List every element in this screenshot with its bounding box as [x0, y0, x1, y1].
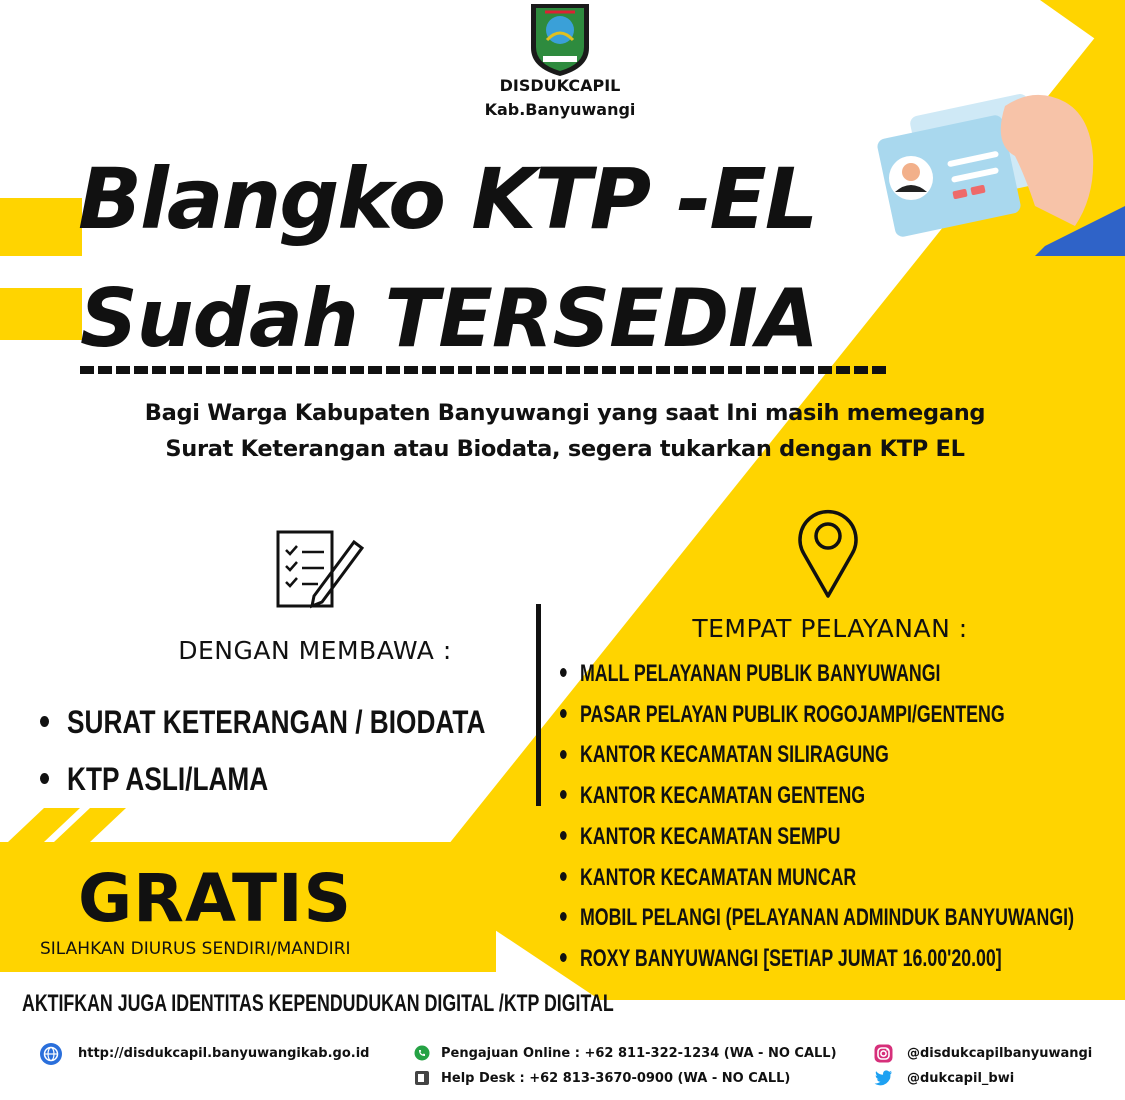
instagram-handle[interactable]: @disdukcapilbanyuwangi: [907, 1046, 1093, 1061]
twitter-handle[interactable]: @dukcapil_bwi: [907, 1071, 1015, 1086]
list-item: MALL PELAYANAN PUBLIK BANYUWANGI: [560, 654, 1074, 695]
helpdesk-contact: Help Desk : +62 813-3670-0900 (WA - NO CALL): [441, 1071, 791, 1086]
twitter-icon: [874, 1070, 893, 1086]
requirements-title: DENGAN MEMBAWA :: [178, 636, 452, 665]
bullet-dot: [560, 668, 567, 677]
headline-line-1: Blangko KTP -EL: [78, 150, 817, 248]
location-pin-icon: [796, 504, 860, 600]
bullet-dot: [560, 872, 567, 881]
intro-line-2: Surat Keterangan atau Biodata, segera tukarkan dengan KTP EL: [165, 436, 965, 462]
list-item: MOBIL PELANGI (PELAYANAN ADMINDUK BANYUWANGI): [560, 898, 1074, 939]
headline-underline: [80, 366, 888, 374]
whatsapp-icon: [414, 1045, 430, 1061]
instagram-icon: [874, 1044, 893, 1063]
headline-line-2: Sudah TERSEDIA: [80, 272, 818, 365]
list-item: KANTOR KECAMATAN SEMPU: [560, 817, 1074, 858]
list-item: KTP ASLI/LAMA: [40, 751, 485, 808]
list-item: KANTOR KECAMATAN SILIRAGUNG: [560, 735, 1074, 776]
locations-list: [560, 654, 1125, 980]
org-name: DISDUKCAPIL: [499, 76, 621, 95]
yellow-top-right-corner: [1040, 0, 1125, 60]
list-item: ROXY BANYUWANGI [SETIAP JUMAT 16.00'20.00]: [560, 939, 1074, 980]
helpdesk-icon: [414, 1070, 430, 1086]
yellow-left-bar-top: [0, 198, 82, 256]
org-subtitle: Kab.Banyuwangi: [484, 100, 636, 119]
vertical-divider: [536, 604, 541, 806]
whatsapp-contact: Pengajuan Online : +62 811-322-1234 (WA - NO CALL): [441, 1046, 837, 1061]
yellow-left-bar-bottom: [0, 288, 82, 340]
bullet-dot: [560, 831, 567, 840]
bullet-dot: [40, 773, 49, 784]
locations-title: TEMPAT PELAYANAN :: [692, 614, 968, 643]
id-card-hand-illustration: [865, 86, 1125, 256]
bullet-dot: [560, 750, 567, 759]
gratis-title: GRATIS: [78, 860, 353, 937]
website-link[interactable]: http://disdukcapil.banyuwangikab.go.id: [78, 1046, 370, 1061]
bullet-dot: [40, 716, 49, 727]
bullet-dot: [560, 709, 567, 718]
bullet-dot: [560, 912, 567, 921]
list-item: KANTOR KECAMATAN GENTENG: [560, 776, 1074, 817]
bullet-dot: [560, 953, 567, 962]
list-item: PASAR PELAYAN PUBLIK ROGOJAMPI/GENTENG: [560, 695, 1074, 736]
checklist-document-icon: [274, 526, 366, 610]
requirements-list: [40, 694, 583, 808]
globe-icon: [40, 1043, 62, 1065]
government-emblem-icon: [525, 0, 595, 78]
list-item: KANTOR KECAMATAN MUNCAR: [560, 858, 1074, 899]
intro-line-1: Bagi Warga Kabupaten Banyuwangi yang saat Ini masih memegang: [144, 400, 986, 426]
digital-id-notice: AKTIFKAN JUGA IDENTITAS KEPENDUDUKAN DIGITAL /KTP DIGITAL: [22, 990, 614, 1017]
gratis-subtitle: SILAHKAN DIURUS SENDIRI/MANDIRI: [40, 939, 351, 959]
bullet-dot: [560, 790, 567, 799]
list-item: SURAT KETERANGAN / BIODATA: [40, 694, 485, 751]
intro-text: [20, 395, 1110, 467]
